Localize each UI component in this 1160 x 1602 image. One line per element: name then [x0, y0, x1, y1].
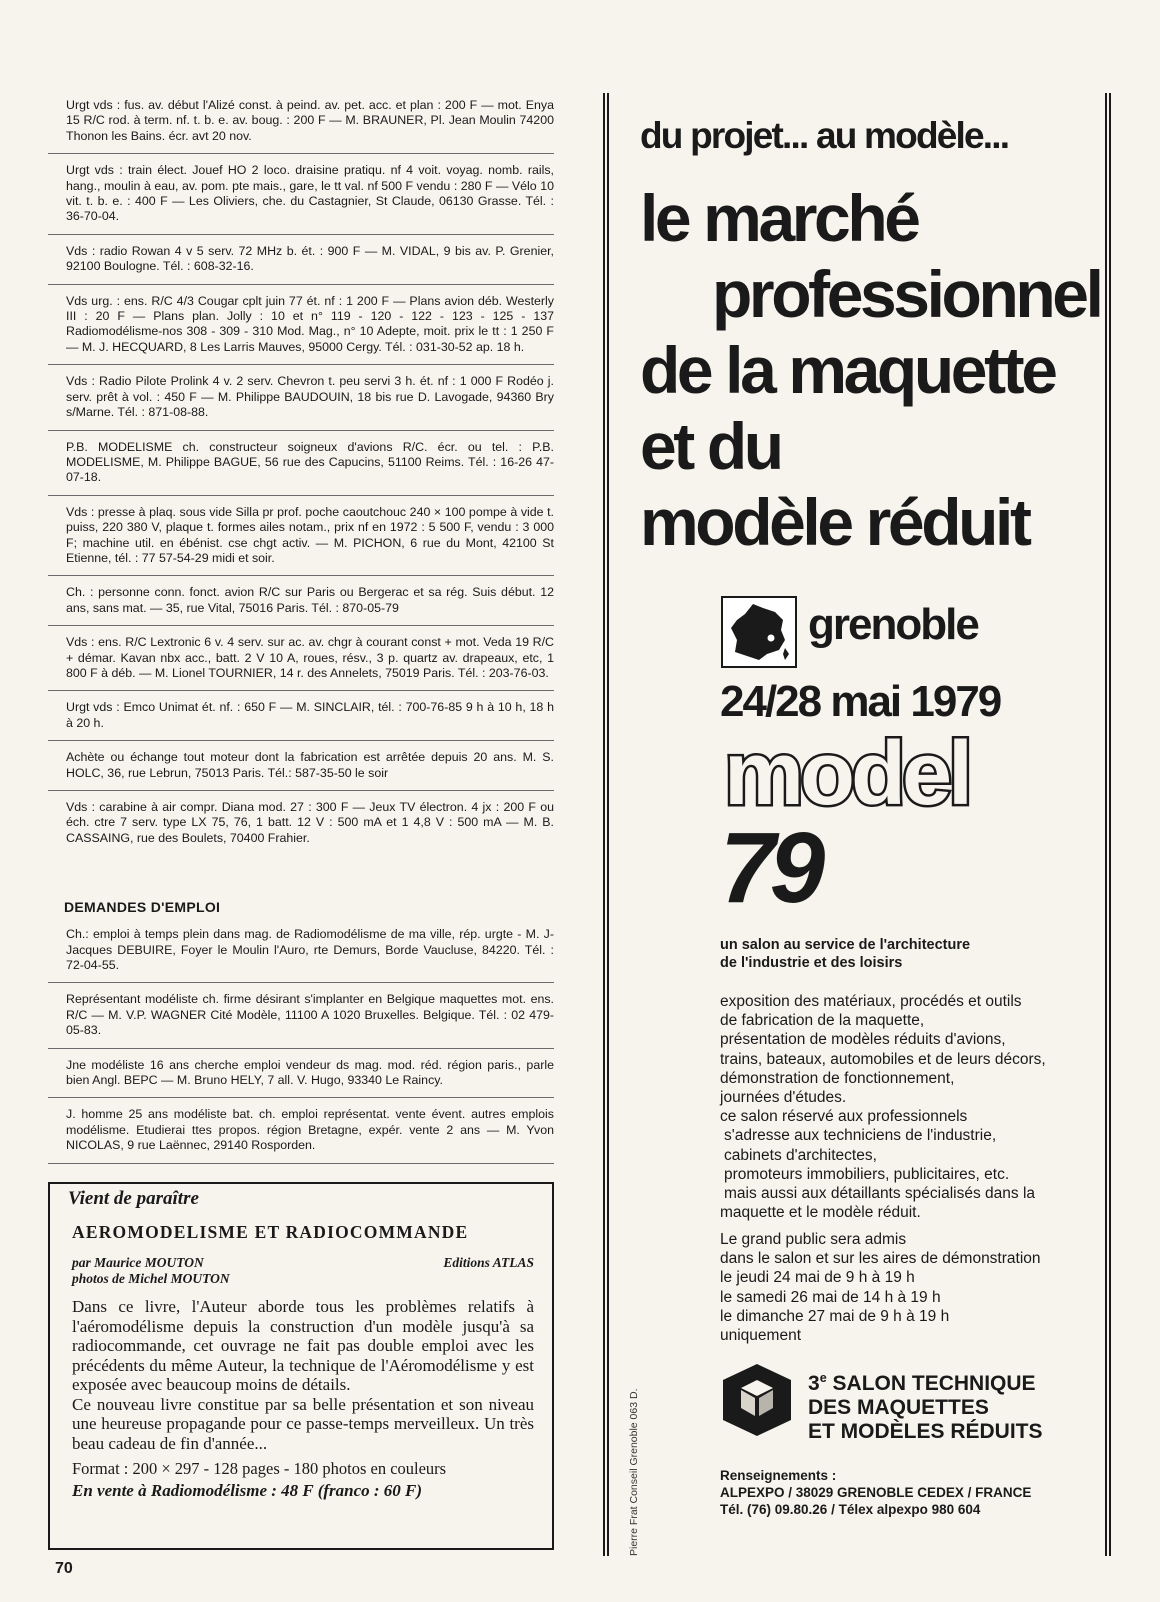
france-map-icon — [721, 596, 797, 668]
ad-text: Achète ou échange tout moteur dont la fabrication est arrêtée depuis 20 ans. M. S. HOLC, 36, rue Lebrun, 75013 Paris. Tél.: 587-35-50 le soir — [66, 750, 554, 780]
employment-ad — [48, 1058, 554, 1099]
advert-headline — [640, 180, 1100, 560]
exhibit-line: maquette et le modèle réduit. — [720, 1204, 921, 1222]
ad-text: Vds : carabine à air compr. Diana mod. 27 : 300 F — Jeux TV électron. 4 jx : 200 F ou éch. ctre 7 serv. type LX 75, 76, 1 batt. 12 V : 500 mA et 1 4,8 V : 500 mA — M. B. CASSAING, rue des Boulets, 70400 Frahier. — [66, 800, 554, 845]
book-format: Format : 200 × 297 - 128 pages - 180 photos en couleurs — [72, 1459, 447, 1478]
model-logo-word: model — [724, 730, 970, 820]
book-description: Dans ce livre, l'Auteur aborde tous les problèmes relatifs à l'aéromodélisme depuis la construction d'un modèle jusqu'à sa radiocommande, cet ouvrage ne fait pas double emploi avec les précédents du même Auteur, la technique de l'Aéromodélisme y est exposée avec beaucoup moins de détails. — [72, 1297, 534, 1394]
ad-text: Jne modéliste 16 ans cherche emploi vendeur ds mag. mod. réd. région paris., parle bien Angl. BEPC — M. Bruno HELY, 7 all. V. Hugo, 93340 Le Raincy. — [66, 1057, 554, 1088]
exhibit-line: ce salon réservé aux professionnels — [720, 1108, 968, 1126]
salon-edition: 3 — [808, 1372, 820, 1395]
ad-text: Urgt vds : fus. av. début l'Alizé const. à peind. av. pet. acc. et plan : 200 F — mot. Enya 15 R/C rod. à term. nf. t. b. e. av. boug. : 200 F — M. BRAUNER, Pl. Jean Moulin 74200 Thonon les Bains. écr. avt 20 nov. — [66, 98, 554, 143]
public-admission — [720, 1230, 1041, 1345]
exhibit-description — [720, 992, 1090, 1222]
salon-purpose — [720, 936, 970, 972]
classified-ad — [48, 635, 554, 691]
exhibit-line: cabinets d'architectes, — [724, 1146, 877, 1164]
salon-name — [808, 1366, 1043, 1444]
exhibit-line: journées d'études. — [720, 1089, 847, 1107]
public-line: le dimanche 27 mai de 9 h à 19 h — [720, 1307, 950, 1325]
book-price: En vente à Radiomodélisme : 48 F (franco : 60 F) — [72, 1481, 423, 1500]
ad-text: Vds : ens. R/C Lextronic 6 v. 4 serv. sur ac. av. chgr à courant const + mot. Veda 19 R/C + démar. Kavan nbx acc., batt. 2 V 10 A, roues, résv., 3 p. quartz av. drapeaux, etc, 1 800 F à déb. — M. Lionel TOURNIER, 14 r. des Annelets, 75019 Paris. Tél. : 203-76-03. — [66, 635, 554, 680]
headline-line: professionnel — [712, 257, 1101, 331]
classifieds-column — [48, 98, 554, 1173]
ad-text: Vds : Radio Pilote Prolink 4 v. 2 serv. Chevron t. peu servi 3 h. ét. nf : 1 000 F Rodéo j. serv. prêt à vol. : 450 F — M. Philippe BAUDOUIN, 18 bis rue D. Lavogade, 94360 Bry s/Marne. Tél. : 871-08-88. — [66, 374, 554, 420]
contact-line: Tél. (76) 09.80.26 / Télex alpexpo 980 604 — [720, 1501, 981, 1517]
salon-name-line: DES MAQUETTES — [808, 1396, 989, 1419]
contact-line: ALPEXPO / 38029 GRENOBLE CEDEX / FRANCE — [720, 1484, 1032, 1500]
salon-purpose-line: de l'industrie et des loisirs — [720, 955, 903, 971]
public-line: le jeudi 24 mai de 9 h à 19 h — [720, 1269, 915, 1287]
classified-ad — [48, 750, 554, 791]
exhibit-line: promoteurs immobiliers, publicitaires, etc. — [724, 1165, 1010, 1183]
employment-ad — [48, 927, 554, 983]
ad-text: Urgt vds : Emco Unimat ét. nf. : 650 F — M. SINCLAIR, tél. : 700-76-85 9 h à 10 h, 18 h à 20 h. — [66, 700, 554, 730]
headline-line: modèle réduit — [640, 485, 1029, 559]
book-publisher: Editions ATLAS — [443, 1255, 534, 1270]
ad-text: Représentant modéliste ch. firme désirant s'implanter en Belgique maquettes mot. ens. R/C — M. V.P. WAGNER Cité Modèle, 11100 A 1020 Bruxelles. Belgique. Tél. : 02 479-05-83. — [66, 992, 554, 1038]
model-logo — [720, 730, 1040, 825]
classified-ad — [48, 374, 554, 430]
alpexpo-cube-icon — [719, 1360, 795, 1445]
ad-text: Ch. : personne conn. fonct. avion R/C sur Paris ou Bergerac et sa rég. Suis début. 12 ans, sans mat. — 35, rue Vital, 75016 Paris. Tél. : 870-05-79 — [66, 585, 554, 615]
classified-ad — [48, 505, 554, 577]
exhibit-line: démonstration de fonctionnement, — [720, 1069, 955, 1087]
public-line: Le grand public sera admis — [720, 1231, 907, 1248]
headline-line: le marché — [640, 181, 918, 255]
advert-tagline: du projet... au modèle... — [640, 115, 1009, 156]
headline-line: de la maquette — [640, 333, 1055, 407]
ad-text: Vds : radio Rowan 4 v 5 serv. 72 MHz b. ét. : 900 F — M. VIDAL, 9 bis av. P. Grenier, 92100 Boulogne. Tél. : 608-32-16. — [66, 243, 554, 274]
agency-credit: Pierre Frat Conseil Grenoble 063 D. — [628, 1388, 640, 1556]
book-description-2: Ce nouveau livre constitue par sa belle présentation et son niveau une heureuse propagande pour ce passe-temps merveilleux. Un très beau cadeau de fin d'année... — [72, 1394, 534, 1453]
classified-ad — [48, 700, 554, 741]
exhibit-line: présentation de modèles réduits d'avions, — [720, 1031, 1006, 1049]
contact-info — [720, 1468, 1031, 1518]
salon-name-line: ET MODÈLES RÉDUITS — [808, 1420, 1043, 1443]
contact-line: Renseignements : — [720, 1468, 837, 1483]
advert-city: grenoble — [808, 600, 978, 649]
ad-text: Ch.: emploi à temps plein dans mag. de Radiomodélisme de ma ville, rép. urgte - M. J-Jacques DEBUIRE, Foyer le Moulin l'Auro, rte Demurs, Borde Vaucluse, 84220. Tél. : 72-04-55. — [66, 927, 554, 973]
exhibit-line: s'adresse aux techniciens de l'industrie, — [724, 1127, 997, 1145]
advert-dates: 24/28 mai 1979 — [720, 677, 1001, 726]
ad-text: Vds urg. : ens. R/C 4/3 Cougar cplt juin 77 ét. nf : 1 200 F — Plans avion déb. Westerly III : 20 F — Plans plan. Jolly : 10 et n° 119 - 120 - 122 - 123 - 125 - 137 Radiomodélisme-nos 308 - 309 - 310 Mod. Mag., n° 10 Adepte, moit. prix le tt : 1 250 F — M. J. HECQUARD, 8 Les Larris Mauves, 95000 Cergy. Tél. : 031-30-52 ap. 18 h. — [66, 293, 554, 354]
classified-ad — [48, 800, 554, 855]
ad-text: Vds : presse à plaq. sous vide Silla pr prof. poche caoutchouc 240 × 100 pompe à vide t. puiss, 220 380 V, plaque t. formes ailes notam., prix nf en 1972 : 5 500 F, vendu : 3 000 F; machine util. en ébénist. cse chgt activ. — M. PICHON, 6 rue du Mont, 42100 St Etienne, tél. : 77 57-54-29 midi et soir. — [66, 504, 554, 565]
page-number: 70 — [55, 1560, 73, 1577]
book-kicker: Vient de paraître — [68, 1188, 199, 1209]
exhibit-line: de fabrication de la maquette, — [720, 1012, 925, 1030]
exhibit-line: mais aussi aux détaillants spécialisés dans la — [724, 1185, 1036, 1203]
section-title-employment: DEMANDES D'EMPLOI — [64, 899, 221, 916]
headline-line: et du — [640, 409, 781, 483]
advert-year: 79 — [720, 812, 820, 924]
classified-ad — [48, 294, 554, 366]
salon-purpose-line: un salon au service de l'architecture — [720, 937, 971, 953]
book-credits — [72, 1255, 534, 1287]
classified-ad — [48, 440, 554, 496]
salon-name-line — [808, 1366, 1043, 1396]
exhibit-line: trains, bateaux, automobiles et de leurs décors, — [720, 1050, 1046, 1068]
exhibit-line: exposition des matériaux, procédés et outils — [720, 993, 1022, 1010]
public-line: le samedi 26 mai de 14 h à 19 h — [720, 1288, 941, 1306]
book-announcement — [48, 1182, 554, 1550]
public-line: uniquement — [720, 1327, 802, 1345]
ad-text: Urgt vds : train élect. Jouef HO 2 loco. draisine pratiqu. nf 4 voit. voyag. nomb. rails, hang., moulin à eau, av. pom. pte mais., gare, le tt val. nf 500 F vendu : 280 F — Vélo 10 vit. t. b. e. : 400 F — Les Oliviers, che. du Castagnier, St Claude, 06130 Grasse. Tél. : 36-70-04. — [66, 163, 554, 224]
employment-ad — [48, 992, 554, 1048]
public-line: dans le salon et sur les aires de démonstration — [720, 1250, 1041, 1268]
salon-name-text: SALON TECHNIQUE — [832, 1372, 1036, 1395]
classified-ad — [48, 585, 554, 626]
employment-ad — [48, 1107, 554, 1163]
book-photographer: photos de Michel MOUTON — [72, 1271, 230, 1286]
classified-ad — [48, 98, 554, 154]
classified-ad — [48, 163, 554, 235]
book-author: par Maurice MOUTON — [72, 1255, 204, 1270]
classified-ad — [48, 244, 554, 285]
salon-edition-suffix: e — [819, 1371, 827, 1385]
ad-text: J. homme 25 ans modéliste bat. ch. emploi représentat. vente évent. autres emplois modélisme. Etudierai ttes propos. région Bretagne, expér. vente 2 ans — M. Yvon NICOLAS, 9 rue Laënnec, 29140 Rosporden. — [66, 1107, 554, 1153]
book-authors — [72, 1255, 230, 1287]
ad-text: P.B. MODELISME ch. constructeur soigneux d'avions R/C. écr. ou tel. : P.B. MODELISME, M. Philippe BAGUE, 56 rue des Capucins, 51100 Reims. Tél. : 16-26 47-07-18. — [66, 439, 554, 485]
book-title: AEROMODELISME ET RADIOCOMMANDE — [72, 1222, 469, 1242]
